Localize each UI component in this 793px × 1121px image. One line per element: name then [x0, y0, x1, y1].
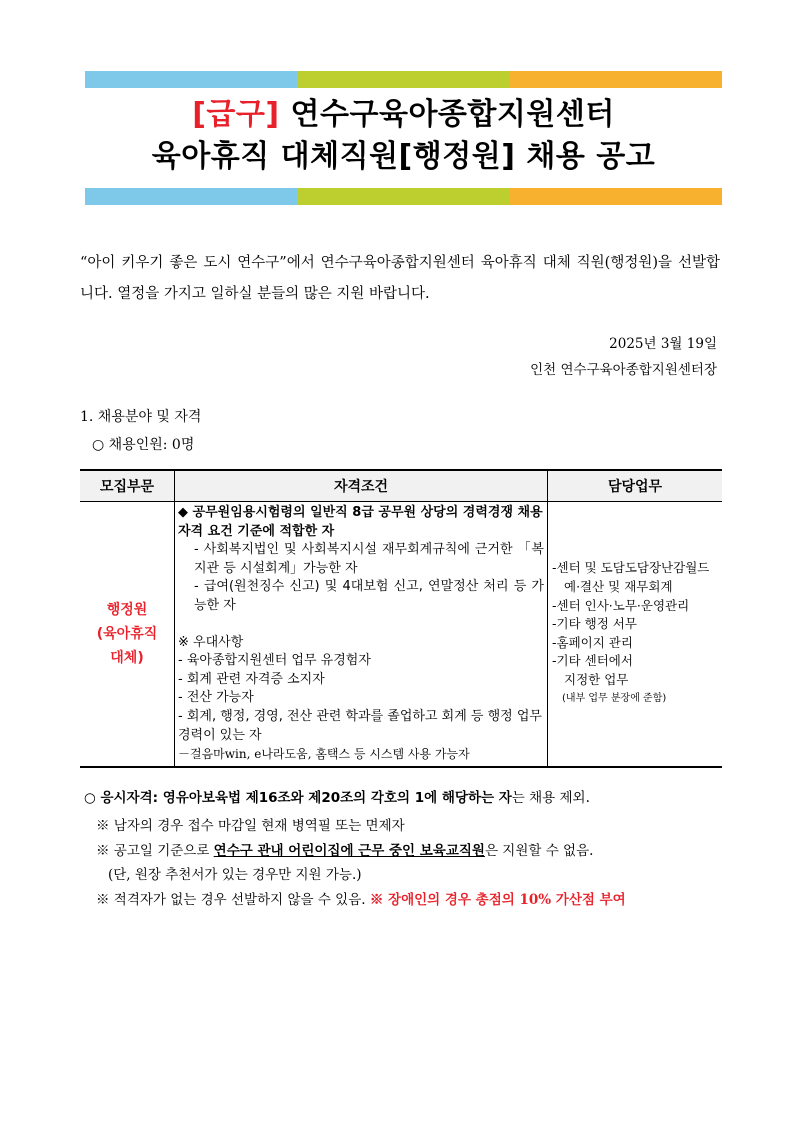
- category-line: 대체): [110, 649, 144, 666]
- page-title-line2: 육아휴직 대체직원[행정원] 채용 공고: [151, 139, 656, 174]
- table-header-category: 모집부문: [80, 470, 175, 502]
- note-item: ※ 남자의 경우 접수 마감일 현재 병역필 또는 면제자: [96, 818, 405, 834]
- section-heading: 1. 채용분야 및 자격: [80, 409, 202, 425]
- eligibility-line: [84, 786, 590, 806]
- title-center-name: 연수구육아종합지원센터: [279, 97, 615, 132]
- spacer: [178, 616, 544, 634]
- duty-note: (내부 업무 분장에 준함): [562, 692, 667, 704]
- duty-item: -센터 및 도담도담장난감월드: [552, 560, 710, 576]
- qualification-main: ◆ 공무원임용시험령의 일반직 8급 공무원 상당의 경력경쟁 채용자격 요건 기준에 적합한 자: [178, 505, 543, 539]
- notes-block: [96, 814, 626, 912]
- bar-segment-blue: [85, 71, 297, 88]
- duty-item: 예·결산 및 재무회계: [564, 579, 673, 595]
- note-item: (단, 원장 추천서가 있는 경우만 지원 가능.): [108, 867, 362, 883]
- header-color-bar-bottom: [85, 188, 722, 205]
- announcement-date: 2025년 3월 19일: [609, 336, 717, 352]
- note-text: 은 지원할 수 없음.: [484, 842, 594, 859]
- preference-item: - 회계, 행정, 경영, 전산 관련 학과를 졸업하고 회계 등 행정 업무 경력이 있는 자: [178, 708, 542, 743]
- page-title-line1: [85, 95, 722, 135]
- preference-item: - 육아종합지원센터 업무 유경험자: [178, 653, 371, 669]
- eligibility-rest: 는 채용 제외.: [511, 790, 590, 806]
- note-item: [96, 839, 626, 864]
- urgent-tag: [급구]: [192, 97, 280, 132]
- issuing-organization: 인천 연수구육아종합지원센터장: [530, 362, 717, 378]
- preference-heading: ※ 우대사항: [178, 634, 244, 650]
- category-line: 행정원: [106, 601, 148, 618]
- bar-segment-orange: [510, 188, 722, 205]
- category-cell: [80, 502, 175, 767]
- qualification-sub: - 급여(원천징수 신고) 및 4대보험 신고, 연말정산 처리 등 가능한 자: [194, 579, 544, 613]
- duty-item: -기타 센터에서: [552, 653, 633, 669]
- table-header-duties: 담당업무: [548, 470, 723, 502]
- bar-segment-green: [297, 71, 509, 88]
- note-emphasis: 연수구 관내 어린이집에 근무 중인 보육교직원: [213, 842, 485, 859]
- intro-paragraph: “아이 키우기 좋은 도시 연수구”에서 연수구육아종합지원센터 육아휴직 대체 직원(행정원)을 선발합니다. 열정을 가지고 일하실 분들의 많은 지원 바랍니다.: [80, 255, 720, 302]
- note-disability-bonus: ※ 장애인의 경우 총점의 10% 가산점 부여: [369, 891, 626, 908]
- duty-item: 지정한 업무: [564, 672, 629, 688]
- eligibility-law: 영유아보육법 제16조와 제20조의 각호의 1에 해당하는 자: [158, 790, 512, 806]
- duty-item: -기타 행정 서무: [552, 616, 637, 632]
- bar-segment-green: [297, 188, 509, 205]
- duties-cell: [548, 502, 723, 767]
- note-text: ※ 공고일 기준으로: [96, 842, 214, 859]
- preference-item: －걸음마win, e나라도움, 홈택스 등 시스템 사용 가능자: [178, 747, 470, 762]
- duty-item: -센터 인사·노무·운영관리: [552, 597, 690, 613]
- recruitment-table: [80, 469, 722, 768]
- header-color-bar-top: [85, 71, 722, 88]
- preference-item: - 전산 가능자: [178, 690, 254, 706]
- eligibility-label: ○ 응시자격:: [84, 790, 159, 806]
- bar-segment-blue: [85, 188, 297, 205]
- note-item: [96, 888, 626, 913]
- qualification-sub: - 사회복지법인 및 사회복지시설 재무회계규칙에 근거한 「복지관 등 시설회계」가능한 자: [194, 542, 544, 576]
- category-line: (육아휴직: [96, 625, 158, 642]
- recruit-count: ○ 채용인원: 0명: [92, 437, 195, 453]
- qualification-cell: [175, 502, 548, 767]
- bar-segment-orange: [510, 71, 722, 88]
- duty-item: -홈페이지 관리: [552, 634, 633, 650]
- preference-item: - 회계 관련 자격증 소지자: [178, 671, 325, 687]
- note-text: ※ 적격자가 없는 경우 선발하지 않을 수 있음.: [96, 891, 370, 908]
- table-header-qualification: 자격조건: [175, 470, 548, 502]
